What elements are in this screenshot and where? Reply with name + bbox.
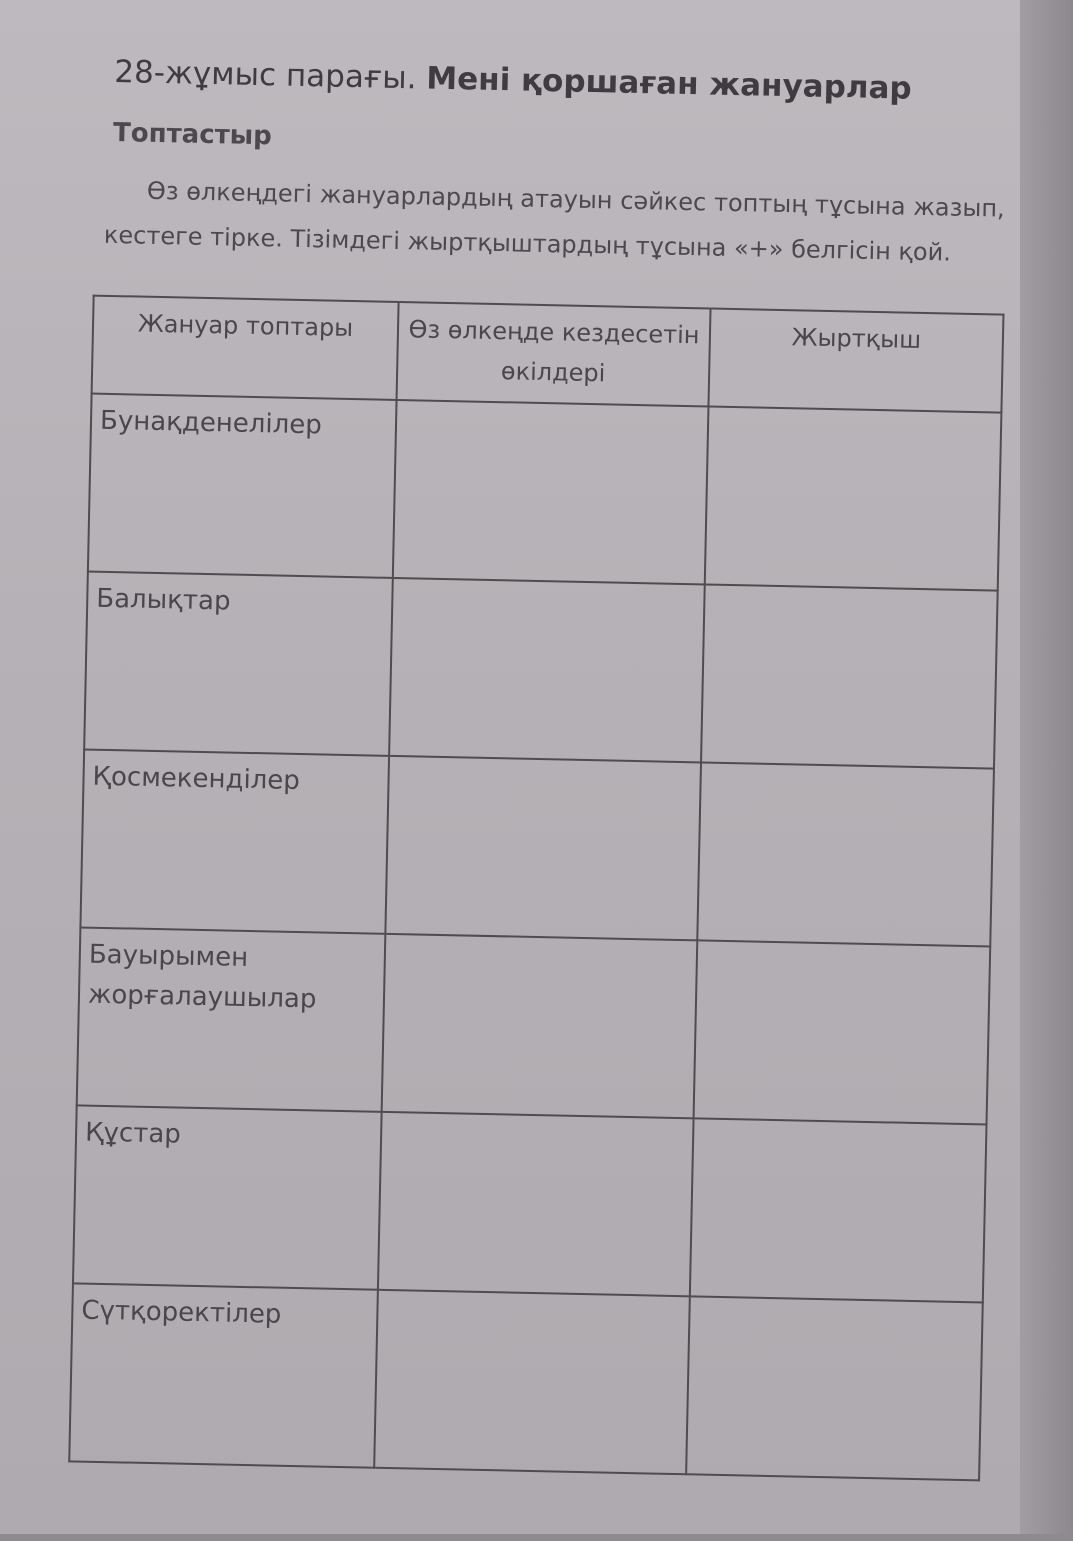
representatives-cell[interactable]: [378, 1112, 694, 1296]
predator-cell[interactable]: [686, 1296, 983, 1480]
animal-groups-table: [68, 295, 1004, 1482]
task-instruction: Өз өлкеңдегі жануарлардың атауын сәйкес топтың тұсына жазып, кестеге тірке. Тізімдегі жыртқыштардың тұсына «+» белгісін қой.: [103, 176, 1005, 267]
worksheet-sheet: [0, 40, 1020, 1541]
predator-cell[interactable]: [697, 762, 994, 946]
representatives-cell[interactable]: [389, 578, 705, 762]
page-edge-shadow: [1020, 0, 1073, 1534]
table-row: [84, 572, 998, 769]
predator-cell[interactable]: [705, 406, 1002, 590]
worksheet-title: [114, 54, 995, 108]
representatives-cell[interactable]: [382, 934, 698, 1118]
table-row: [69, 1283, 983, 1480]
worksheet-topic: Мені қоршаған жануарлар: [426, 60, 913, 107]
representatives-cell[interactable]: [385, 756, 701, 940]
header-predator: Жыртқыш: [708, 309, 1003, 413]
group-name-cell: Балықтар: [84, 572, 393, 756]
table-row: [80, 749, 994, 946]
worksheet-number: 28-жұмыс парағы.: [113, 53, 417, 97]
table-header-row: [92, 296, 1004, 413]
table-row: [73, 1105, 987, 1302]
group-name-cell: Бунақденелілер: [88, 394, 397, 578]
header-animal-groups: Жануар топтары: [92, 296, 399, 400]
group-name-cell: Бауырымен жорғалаушылар: [77, 927, 386, 1111]
group-name-cell: Қосмекенділер: [80, 749, 389, 933]
representatives-cell[interactable]: [374, 1290, 690, 1474]
header-local-representatives: Өз өлкеңде кездесетін өкілдері: [397, 302, 711, 407]
predator-cell[interactable]: [690, 1118, 987, 1302]
predator-cell[interactable]: [694, 940, 991, 1124]
group-name-cell: Құстар: [73, 1105, 382, 1289]
group-name-cell: Сүтқоректілер: [69, 1283, 378, 1467]
table-row: [77, 927, 991, 1124]
representatives-cell[interactable]: [393, 400, 709, 584]
table-row: [88, 394, 1002, 591]
task-heading: Топтастыр: [112, 117, 273, 152]
predator-cell[interactable]: [701, 584, 998, 768]
